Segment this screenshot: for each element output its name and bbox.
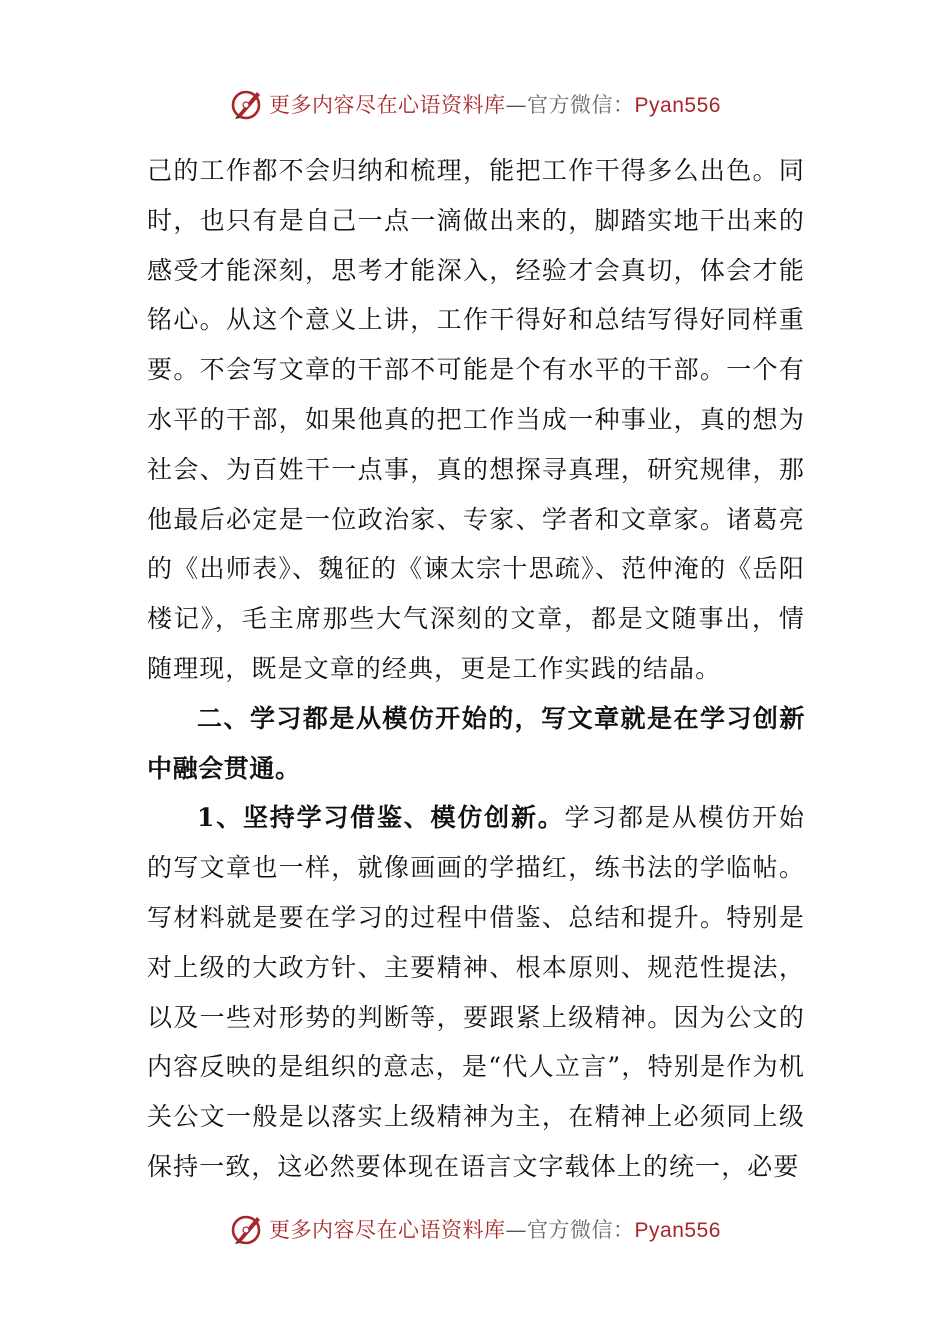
watermark-text — [269, 1214, 721, 1244]
subsection-title: 1、坚持学习借鉴、模仿创新。 — [197, 803, 565, 833]
watermark-wechat-id: Pyan556 — [634, 1219, 721, 1242]
subsection-paragraph — [147, 793, 805, 1191]
body-paragraph: 己的工作都不会归纳和梳理，能把工作干得多么出色。同时，也只有是自己一点一滴做出来的，脚踏实地干出来的感受才能深刻，思考才能深入，经验才会真切，体会才能铭心。从这个意义上讲，工作干得好和总结写得好同样重要。不会写文章的干部不可能是个有水平的干部。一个有水平的干部，如果他真的把工作当成一种事业，真的想为社会、为百姓干一点事，真的想探寻真理，研究规律，那他最后必定是一位政治家、专家、学者和文章家。诸葛亮的《出师表》、魏征的《谏太宗十思疏》、范仲淹的《岳阳楼记》，毛主席那些大气深刻的文章，都是文随事出，情随理现，既是文章的经典，更是工作实践的结晶。 — [147, 156, 805, 683]
watermark-text — [269, 89, 721, 119]
watermark-official: 官方微信： — [527, 93, 635, 117]
section-heading: 二、学习都是从模仿开始的，写文章就是在学习创新中融会贯通。 — [147, 703, 805, 783]
watermark-dash: — — [505, 93, 528, 117]
document-body — [147, 146, 805, 1192]
header-watermark — [0, 82, 950, 126]
watermark-dash: — — [505, 1218, 528, 1242]
watermark-brand: 更多内容尽在心语资料库 — [269, 1218, 506, 1242]
pen-circle-logo-icon — [229, 1211, 265, 1247]
pen-circle-logo-icon — [229, 86, 265, 122]
footer-watermark — [0, 1207, 950, 1251]
watermark-brand: 更多内容尽在心语资料库 — [269, 93, 506, 117]
watermark-wechat-id: Pyan556 — [634, 94, 721, 117]
watermark-official: 官方微信： — [527, 1218, 635, 1242]
subsection-body: 学习都是从模仿开始的写文章也一样，就像画画的学描红，练书法的学临帖。写材料就是要在学习的过程中借鉴、总结和提升。特别是对上级的大政方针、主要精神、根本原则、规范性提法，以及一些对形势的判断等，要跟紧上级精神。因为公文的内容反映的是组织的意志，是“代人立言”，特别是作为机关公文一般是以落实上级精神为主，在精神上必须同上级保持一致，这必然要体现在语言文字载体上的统一，必要 — [147, 803, 805, 1181]
